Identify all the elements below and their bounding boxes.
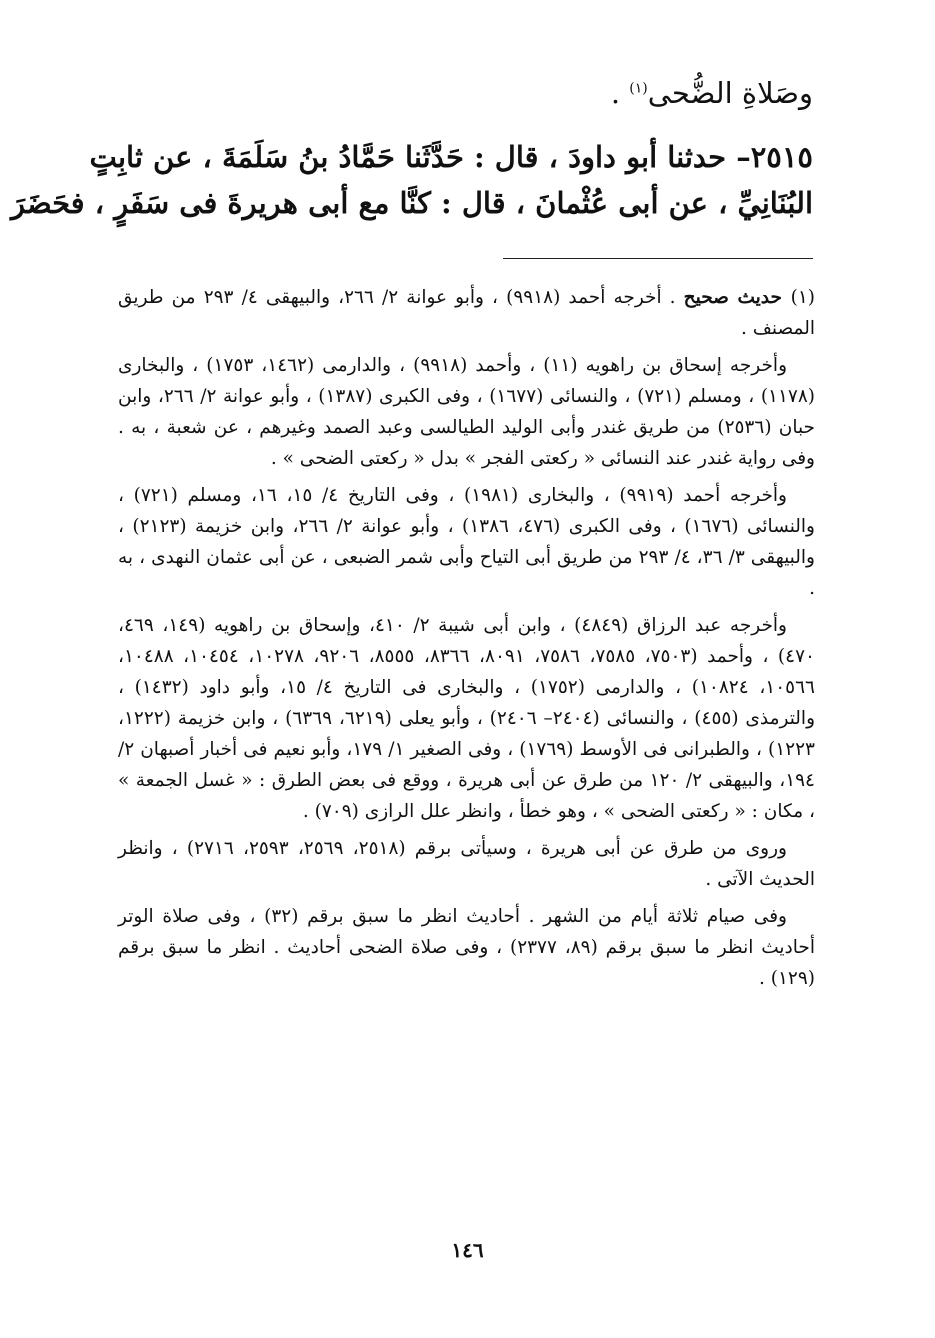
main-line-1-text: وصَلاةِ الضُّحى [647, 76, 813, 110]
main-line-2 [89, 134, 813, 180]
footnote-number: (١) [790, 287, 815, 308]
footnote-separator [503, 258, 813, 259]
footnote-1-text: . أخرجه أحمد (٩٩١٨) ، وأبو عوانة ٢/ ٢٦٦، والبيهقى ٤/ ٢٩٣ من طريق المصنف . [118, 287, 815, 339]
footnote-paragraph-5: وروى من طرق عن أبى هريرة ، وسيأتى برقم (٢٥١٨، ٢٥٦٩، ٢٥٩٣، ٢٧١٦) ، وانظر الحديث الآتى . [118, 838, 815, 890]
main-line-1 [118, 70, 813, 116]
footnote-ref: (١) [629, 80, 648, 97]
footnotes [118, 282, 815, 1000]
footnote-paragraph-3: وأخرجه أحمد (٩٩١٩) ، والبخارى (١٩٨١) ، وفى التاريخ ٤/ ١٥، ١٦، ومسلم (٧٢١) ، والنسائى (١٦٧٦) ، وفى الكبرى (٤٧٦، ١٣٨٦) ، وأبو عوانة ٢/ ٢٦٦، وابن خزيمة (٢١٢٣) ، والبيهقى ٣/ ٣٦، ٤/ ٢٩٣ من طريق أبى التياح وأبى شمر الضبعى ، عن أبى عثمان النهدى ، به . [118, 485, 815, 599]
footnote-1 [118, 282, 815, 344]
footnote-paragraph-6: وفى صيام ثلاثة أيام من الشهر . أحاديث انظر ما سبق برقم (٣٢) ، وفى صلاة الوتر أحاديث انظر ما سبق برقم (٨٩، ٢٣٧٧) ، وفى صلاة الضحى أحاديث . انظر ما سبق برقم (١٢٩) . [118, 906, 815, 989]
footnote-paragraph-2: وأخرجه إسحاق بن راهويه (١١) ، وأحمد (٩٩١٨) ، والدارمى (١٤٦٢، ١٧٥٣) ، والبخارى (١١٧٨) ، ومسلم (٧٢١) ، والنسائى (١٦٧٧) ، وفى الكبرى (١٣٨٧) ، وأبو عوانة ٢/ ٢٦٦، وابن حبان (٢٥٣٦) من طريق غندر وأبى الوليد الطيالسى وعبد الصمد وغيرهم ، عن شعبة ، به . وفى رواية غندر عند النسائى « ركعتى الفجر » بدل « ركعتى الضحى » . [118, 355, 816, 469]
footnote-grade: حديث صحيح [683, 287, 791, 308]
main-line-1-end: . [610, 76, 630, 110]
main-line-3: البُنَانِيِّ ، عن أبى عُثْمانَ ، قال : كنَّا مع أبى هريرةَ فى سَفَرٍ ، فحَضَرَ [10, 186, 813, 220]
footnote-paragraph-4: وأخرجه عبد الرزاق (٤٨٤٩) ، وابن أبى شيبة ٢/ ٤١٠، وإسحاق بن راهويه (١٤٩، ٤٦٩، ٤٧٠) ، وأحمد (٧٥٠٣، ٧٥٨٥، ٧٥٨٦، ٨٠٩١، ٨٣٦٦، ٨٥٥٥، ٩٢٠٦، ١٠٢٧٨، ١٠٤٥٤، ١٠٤٨٨، ١٠٥٦٦، ١٠٨٢٤) ، والدارمى (١٧٥٢) ، والبخارى فى التاريخ ٤/ ١٥، وأبو داود (١٤٣٢) ، والترمذى (٤٥٥) ، والنسائى (٢٤٠٤– ٢٤٠٦) ، وأبو يعلى (٦٢١٩، ٦٣٦٩) ، وابن خزيمة (١٢٢٢، ١٢٢٣) ، والطبرانى فى الأوسط (١٧٦٩) ، وفى الصغير ١/ ١٧٩، وأبو نعيم فى أخبار أصبهان ٢/ ١٩٤، والبيهقى ٢/ ١٢٠ من طرق عن أبى هريرة ، ووقع فى بعض الطرق : « غسل الجمعة » ، مكان : « ركعتى الضحى » ، وهو خطأ ، وانظر علل الرازى (٧٠٩) . [118, 615, 816, 822]
main-text [10, 70, 813, 226]
hadith-number: ٢٥١٥– [736, 140, 813, 174]
page-number: ١٤٦ [451, 1238, 484, 1262]
main-line-2-text: حدثنا أبو داودَ ، قال : حَدَّثَنا حَمَّادُ بنُ سَلَمَةَ ، عن ثابِتٍ [89, 140, 737, 174]
